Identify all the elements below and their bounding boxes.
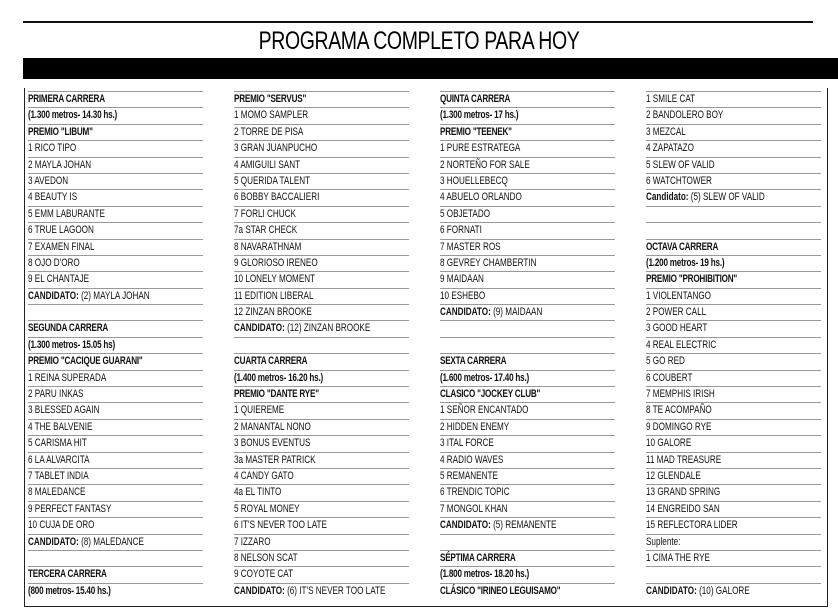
row-text: 8 TE ACOMPAÑO <box>646 404 712 417</box>
row-text: (1.300 metros- 17 hs.) <box>440 109 519 122</box>
entry-row <box>440 173 615 189</box>
candidate-value: (12) ZINZAN BROOKE <box>287 322 371 335</box>
row-text: 3 AVEDON <box>28 174 69 187</box>
row-text: 4a EL TINTO <box>234 486 282 499</box>
entry-row <box>440 239 615 255</box>
entry-row <box>28 435 203 451</box>
race-heading-row <box>28 566 203 582</box>
race-heading-row <box>28 124 203 140</box>
row-text: 5 EMM LABURANTE <box>28 207 105 220</box>
entry-row <box>646 107 821 123</box>
entry-row <box>28 419 203 435</box>
entry-row <box>440 255 615 271</box>
entry-row <box>234 124 409 140</box>
row-text: 1 QUIEREME <box>234 404 285 417</box>
entry-row <box>28 206 203 222</box>
row-text: (1.400 metros- 16.20 hs.) <box>234 371 324 384</box>
entry-row <box>234 206 409 222</box>
row-text: 3 MEZCAL <box>646 125 686 138</box>
entry-row <box>440 452 615 468</box>
page-title: PROGRAMA COMPLETO PARA HOY <box>258 27 580 55</box>
entry-row <box>646 288 821 304</box>
row-text: 8 GEVREY CHAMBERTIN <box>440 256 537 269</box>
entry-row <box>440 468 615 484</box>
row-text: 9 PERFECT FANTASY <box>28 502 112 515</box>
row-text: 14 ENGREIDO SAN <box>646 502 720 515</box>
candidate-value: (8) MALEDANCE <box>81 535 144 548</box>
entry-row <box>234 140 409 156</box>
row-text: 12 GLENDALE <box>646 469 701 482</box>
candidate-row <box>440 517 615 533</box>
entry-row <box>28 189 203 205</box>
entry-row <box>440 157 615 173</box>
row-text: 5 SLEW OF VALID <box>646 158 715 171</box>
row-text: 11 EDITION LIBERAL <box>234 289 314 302</box>
row-text: 7a STAR CHECK <box>234 224 298 237</box>
row-text: 1 SMILE CAT <box>646 93 696 105</box>
row-text: SEXTA CARRERA <box>440 355 507 368</box>
race-heading-row <box>28 91 203 107</box>
row-text <box>440 518 556 533</box>
entry-row <box>440 140 615 156</box>
candidate-value: (10) GALORE <box>699 584 750 597</box>
candidate-label: Candidato: <box>646 191 689 204</box>
entry-row <box>234 288 409 304</box>
row-text: 2 MANANTAL NONO <box>234 420 311 433</box>
candidate-label: CANDIDATO: <box>646 584 697 597</box>
entry-row <box>440 484 615 500</box>
row-text: 10 LONELY MOMENT <box>234 273 316 286</box>
candidate-value: (9) MAIDAAN <box>493 306 543 319</box>
race-heading-row <box>28 320 203 336</box>
row-text: 5 REMANENTE <box>440 469 498 482</box>
row-text: 1 SEÑOR ENCANTADO <box>440 404 529 417</box>
row-text: SEGUNDA CARRERA <box>28 322 109 335</box>
row-text: 6 COUBERT <box>646 371 693 384</box>
row-text: 7 MONGOL KHAN <box>440 502 508 515</box>
entry-row <box>28 157 203 173</box>
candidate-label: CANDIDATO: <box>440 519 491 532</box>
row-text: 6 LA ALVARCITA <box>28 453 90 466</box>
row-text: (1.800 metros- 18.20 hs.) <box>440 568 530 581</box>
race-heading-row <box>440 91 615 107</box>
row-text: CLÁSICO "IRINEO LEGUISAMO" <box>440 584 561 597</box>
race-heading-row <box>28 583 203 599</box>
row-text: PREMIO "PROHIBITION" <box>646 273 738 286</box>
row-text: 7 MEMPHIS IRISH <box>646 388 715 401</box>
row-text: 4 AMIGUILI SANT <box>234 158 301 171</box>
entry-row <box>440 271 615 287</box>
top-rule <box>23 21 813 23</box>
row-text: 6 TRUE LAGOON <box>28 224 94 237</box>
entry-row <box>646 468 821 484</box>
entry-row <box>234 534 409 550</box>
row-text: 3 BLESSED AGAIN <box>28 404 100 417</box>
entry-row <box>646 550 821 566</box>
candidate-row <box>646 583 821 599</box>
column-1 <box>28 91 203 599</box>
entry-row <box>234 304 409 320</box>
row-text: 2 HIDDEN ENEMY <box>440 420 510 433</box>
row-text: 12 ZINZAN BROOKE <box>234 306 312 319</box>
row-text: PREMIO "SERVUS" <box>234 93 307 105</box>
entry-row <box>28 222 203 238</box>
row-text: TERCERA CARRERA <box>28 568 107 581</box>
row-text: 6 IT'S NEVER TOO LATE <box>234 519 327 532</box>
candidate-row <box>28 288 203 304</box>
row-text: PRIMERA CARRERA <box>28 93 105 105</box>
column-3 <box>440 91 615 599</box>
entry-row <box>646 173 821 189</box>
candidate-row <box>646 189 821 205</box>
race-heading-row <box>234 353 409 369</box>
entry-row <box>28 452 203 468</box>
race-heading-row <box>234 370 409 386</box>
race-heading-row <box>646 271 821 287</box>
candidate-value: (6) IT'S NEVER TOO LATE <box>287 584 386 597</box>
entry-row <box>646 337 821 353</box>
entry-row <box>440 501 615 517</box>
blank-row <box>646 566 821 582</box>
entry-row <box>234 452 409 468</box>
blank-row <box>28 304 203 320</box>
row-text: 8 OJO D'ORO <box>28 256 80 269</box>
race-heading-row <box>440 353 615 369</box>
row-text: 15 REFLECTORA LIDER <box>646 519 738 532</box>
entry-row <box>646 452 821 468</box>
race-heading-row <box>440 107 615 123</box>
row-text: Suplente: <box>646 535 681 548</box>
candidate-label: CANDIDATO: <box>28 289 79 302</box>
black-header-band <box>23 58 838 79</box>
entry-row <box>28 386 203 402</box>
entry-row <box>646 402 821 418</box>
row-text: 2 MAYLA JOHAN <box>28 158 92 171</box>
row-text: 11 MAD TREASURE <box>646 453 722 466</box>
row-text: 10 GALORE <box>646 437 692 450</box>
entry-row <box>440 206 615 222</box>
row-text: 1 MOMO SAMPLER <box>234 109 309 122</box>
candidate-row <box>234 583 409 599</box>
candidate-label: CANDIDATO: <box>234 322 285 335</box>
entry-row <box>28 370 203 386</box>
entry-row <box>646 517 821 533</box>
entry-row <box>646 140 821 156</box>
row-text: 2 POWER CALL <box>646 306 707 319</box>
row-text: (1.300 metros- 14.30 hs.) <box>28 109 118 122</box>
column-2 <box>234 91 409 599</box>
row-text: 4 ZAPATAZO <box>646 142 694 155</box>
row-text: 13 GRAND SPRING <box>646 486 721 499</box>
blank-row <box>440 320 615 336</box>
row-text: 9 DOMINGO RYE <box>646 420 712 433</box>
column-4 <box>646 91 821 599</box>
row-text: 7 FORLI CHUCK <box>234 207 296 220</box>
row-text: 10 ESHEBO <box>440 289 486 302</box>
entry-row <box>646 370 821 386</box>
row-text: 1 PURE ESTRATEGA <box>440 142 521 155</box>
entry-row <box>234 501 409 517</box>
entry-row <box>646 419 821 435</box>
row-text: 3 GOOD HEART <box>646 322 708 335</box>
entry-row <box>646 484 821 500</box>
race-heading-row <box>440 370 615 386</box>
entry-row <box>440 189 615 205</box>
race-heading-row <box>28 353 203 369</box>
row-text: 7 MASTER ROS <box>440 240 501 253</box>
entry-row <box>234 402 409 418</box>
entry-row <box>234 222 409 238</box>
race-heading-row <box>646 239 821 255</box>
row-text: 6 WATCHTOWER <box>646 174 712 187</box>
candidate-row <box>234 320 409 336</box>
entry-row <box>440 402 615 418</box>
row-text <box>646 584 750 599</box>
entry-row <box>234 189 409 205</box>
entry-row <box>234 173 409 189</box>
row-text: 1 CIMA THE RYE <box>646 551 710 564</box>
row-text <box>28 535 144 550</box>
race-heading-row <box>28 337 203 353</box>
row-text <box>234 321 370 336</box>
candidate-label: CANDIDATO: <box>440 306 491 319</box>
row-text: 3 HOUELLEBECQ <box>440 174 508 187</box>
row-text: CUARTA CARRERA <box>234 355 308 368</box>
row-text: 8 NELSON SCAT <box>234 551 298 564</box>
row-text: 3a MASTER PATRICK <box>234 453 316 466</box>
row-text: 2 TORRE DE PISA <box>234 125 304 138</box>
blank-row <box>440 534 615 550</box>
row-text: OCTAVA CARRERA <box>646 240 719 253</box>
entry-row <box>234 419 409 435</box>
row-text <box>234 584 385 599</box>
row-text: 1 RICO TIPO <box>28 142 77 155</box>
row-text: 1 REINA SUPERADA <box>28 371 107 384</box>
race-heading-row <box>646 255 821 271</box>
entry-row <box>234 468 409 484</box>
candidate-label: CANDIDATO: <box>28 535 79 548</box>
entry-row <box>28 468 203 484</box>
entry-row <box>646 435 821 451</box>
entry-row <box>440 288 615 304</box>
entry-row <box>234 239 409 255</box>
entry-row <box>646 304 821 320</box>
entry-row <box>234 435 409 451</box>
row-text: PREMIO "CACIQUE GUARANI" <box>28 355 143 368</box>
row-text: 8 NAVARATHNAM <box>234 240 302 253</box>
entry-row <box>28 402 203 418</box>
entry-row <box>646 501 821 517</box>
row-text: PREMIO "TEENEK" <box>440 125 512 138</box>
candidate-label: CANDIDATO: <box>234 584 285 597</box>
row-text: 3 BONUS EVENTUS <box>234 437 311 450</box>
entry-row <box>440 222 615 238</box>
row-text: 7 EXAMEN FINAL <box>28 240 95 253</box>
entry-row <box>646 353 821 369</box>
row-text: 9 MAIDAAN <box>440 273 484 286</box>
row-text: 5 ROYAL MONEY <box>234 502 300 515</box>
candidate-value: (2) MAYLA JOHAN <box>81 289 150 302</box>
row-text: PREMIO "DANTE RYE" <box>234 388 319 401</box>
entry-row <box>234 550 409 566</box>
row-text <box>646 190 765 205</box>
row-text: 1 VIOLENTANGO <box>646 289 711 302</box>
row-text: PREMIO "LIBUM" <box>28 125 93 138</box>
entry-row <box>28 484 203 500</box>
row-text: 8 MALEDANCE <box>28 486 86 499</box>
entry-row <box>646 386 821 402</box>
row-text: (1.200 metros- 19 hs.) <box>646 256 725 269</box>
row-text: 9 GLORIOSO IRENEO <box>234 256 318 269</box>
row-text: 9 EL CHANTAJE <box>28 273 90 286</box>
race-heading-row <box>234 386 409 402</box>
race-heading-row <box>440 566 615 582</box>
row-text: 5 GO RED <box>646 355 685 368</box>
row-text: 4 THE BALVENIE <box>28 420 93 433</box>
row-text: 5 QUERIDA TALENT <box>234 174 311 187</box>
row-text: 2 PARU INKAS <box>28 388 84 401</box>
entry-row <box>234 107 409 123</box>
entry-row <box>234 517 409 533</box>
entry-row <box>28 173 203 189</box>
row-text: 2 BANDOLERO BOY <box>646 109 724 122</box>
row-text: 10 CUJA DE ORO <box>28 519 95 532</box>
row-text: 5 OBJETADO <box>440 207 491 220</box>
row-text: 6 TRENDIC TOPIC <box>440 486 510 499</box>
candidate-row <box>440 304 615 320</box>
race-heading-row <box>440 124 615 140</box>
entry-row <box>234 157 409 173</box>
row-text: 4 RADIO WAVES <box>440 453 504 466</box>
entry-row <box>646 534 821 550</box>
entry-row <box>28 140 203 156</box>
entry-row <box>440 419 615 435</box>
candidate-row <box>28 534 203 550</box>
race-heading-row <box>28 107 203 123</box>
entry-row <box>234 484 409 500</box>
blank-row <box>646 222 821 238</box>
row-text: 5 CARISMA HIT <box>28 437 87 450</box>
row-text: 6 BOBBY BACCALIERI <box>234 191 320 204</box>
row-text: 4 REAL ELECTRIC <box>646 338 717 351</box>
row-text: 7 TABLET INDIA <box>28 469 89 482</box>
race-heading-row <box>234 91 409 107</box>
blank-row <box>234 337 409 353</box>
row-text: 4 CANDY GATO <box>234 469 294 482</box>
row-text: (1.300 metros- 15.05 hs) <box>28 338 115 351</box>
candidate-value: (5) REMANENTE <box>493 519 557 532</box>
entry-row <box>234 255 409 271</box>
entry-row <box>28 255 203 271</box>
row-text: 4 ABUELO ORLANDO <box>440 191 522 204</box>
candidate-value: (5) SLEW OF VALID <box>690 191 765 204</box>
row-text: 3 ITAL FORCE <box>440 437 494 450</box>
row-text: QUINTA CARRERA <box>440 93 511 105</box>
row-text <box>28 289 150 304</box>
entry-row <box>28 501 203 517</box>
row-text: 2 NORTEÑO FOR SALE <box>440 158 530 171</box>
race-heading-row <box>440 583 615 599</box>
row-text: (800 metros- 15.40 hs.) <box>28 584 111 597</box>
row-text: 7 IZZARO <box>234 535 271 548</box>
entry-row <box>28 239 203 255</box>
race-heading-row <box>440 386 615 402</box>
entry-row <box>28 271 203 287</box>
entry-row <box>646 320 821 336</box>
entry-row <box>234 271 409 287</box>
entry-row <box>646 124 821 140</box>
blank-row <box>440 337 615 353</box>
row-text: (1.600 metros- 17.40 hs.) <box>440 371 530 384</box>
row-text: 4 BEAUTY IS <box>28 191 78 204</box>
row-text <box>440 305 542 320</box>
row-text: 3 GRAN JUANPUCHO <box>234 142 318 155</box>
entry-row <box>646 157 821 173</box>
row-text: CLASICO "JOCKEY CLUB" <box>440 388 541 401</box>
row-text: 6 FORNATI <box>440 224 482 237</box>
entry-row <box>28 517 203 533</box>
entry-row <box>234 566 409 582</box>
blank-row <box>646 206 821 222</box>
race-heading-row <box>440 550 615 566</box>
entry-row <box>646 91 821 107</box>
blank-row <box>28 550 203 566</box>
row-text: SÉPTIMA CARRERA <box>440 551 516 564</box>
row-text: 9 COYOTE CAT <box>234 568 294 581</box>
entry-row <box>440 435 615 451</box>
